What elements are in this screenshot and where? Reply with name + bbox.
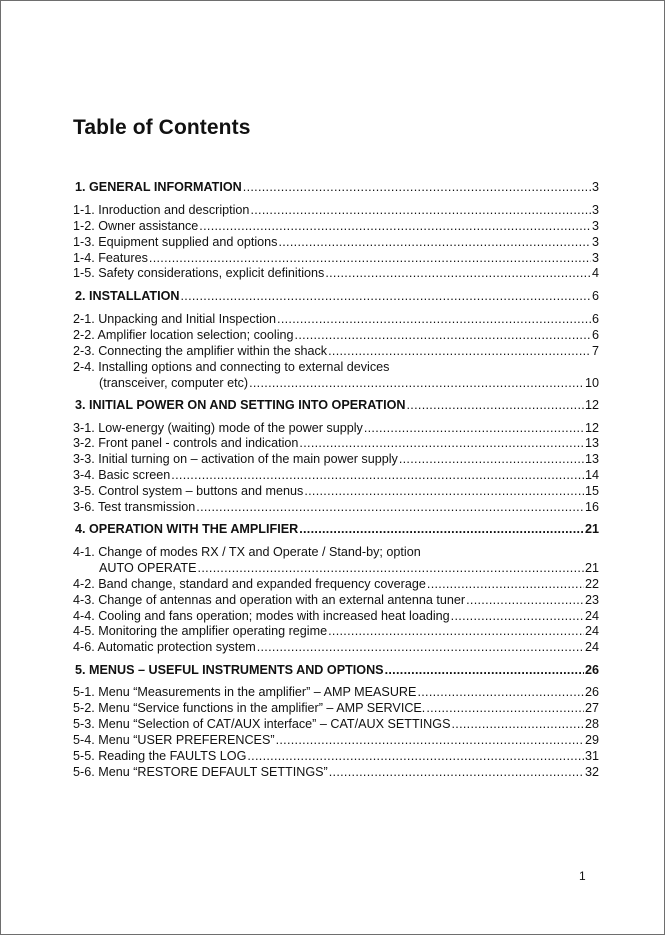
dot-leader [304, 483, 584, 499]
toc-entry [73, 343, 599, 359]
toc-entry-label: 2-3. Connecting the amplifier within the shack [73, 344, 328, 358]
toc-entry-page: 22 [584, 577, 599, 591]
dot-leader [295, 327, 591, 343]
dot-leader [451, 716, 584, 732]
toc-entry-label: 4-4. Cooling and fans operation; modes with increased heat loading [73, 609, 450, 623]
toc-entry-page: 6 [591, 289, 599, 303]
toc-entry-page: 4 [591, 266, 599, 280]
toc-entry-page: 24 [584, 640, 599, 654]
toc-entry [73, 467, 599, 483]
toc-entry [73, 435, 599, 451]
toc-entry [73, 608, 599, 624]
toc-entry-label: 4-1. Change of modes RX / TX and Operate / Stand-by; option [73, 545, 421, 559]
toc-entry-label: 1. GENERAL INFORMATION [75, 180, 242, 194]
dot-leader [299, 521, 584, 537]
dot-leader [198, 560, 584, 576]
toc-entry-label: 4-5. Monitoring the amplifier operating regime [73, 624, 328, 638]
toc-entry-label: 3. INITIAL POWER ON AND SETTING INTO OPERATION [75, 398, 406, 412]
page-number: 1 [579, 869, 586, 883]
dot-leader [299, 435, 584, 451]
toc-entry [73, 592, 599, 608]
toc-entry-label: 2-1. Unpacking and Initial Inspection [73, 312, 277, 326]
toc-entry-label: 5-3. Menu “Selection of CAT/AUX interface” – CAT/AUX SETTINGS [73, 717, 451, 731]
toc-entry [73, 265, 599, 281]
toc-entry-page: 7 [591, 344, 599, 358]
toc-entry-page: 21 [584, 522, 599, 536]
toc-entry-label: 3-4. Basic screen [73, 468, 171, 482]
dot-leader [277, 311, 591, 327]
toc-entry-label: 2-2. Amplifier location selection; cooling [73, 328, 294, 342]
toc-entry-page: 3 [591, 251, 599, 265]
toc-entry-label: 3-6. Test transmission [73, 500, 196, 514]
toc-entry-page: 6 [591, 312, 599, 326]
toc-section-heading [73, 521, 599, 537]
toc-entry-page: 31 [584, 749, 599, 763]
toc-entry [73, 311, 599, 327]
toc-entry [73, 623, 599, 639]
toc-entry [73, 234, 599, 250]
dot-leader [325, 265, 591, 281]
toc-entry-label: 3-1. Low-energy (waiting) mode of the power supply [73, 421, 363, 435]
toc-entry [73, 700, 599, 716]
toc-entry-page: 10 [584, 376, 599, 390]
dot-leader [199, 218, 591, 234]
toc-entry-label: 1-3. Equipment supplied and options [73, 235, 278, 249]
toc-entry-page: 14 [584, 468, 599, 482]
toc-entry-label: 1-4. Features [73, 251, 148, 265]
toc-entry [73, 420, 599, 436]
toc-entry-page: 3 [591, 235, 599, 249]
toc-entry-page: 27 [584, 701, 599, 715]
dot-leader [180, 288, 591, 304]
toc-entry-label: AUTO OPERATE [99, 561, 197, 575]
toc-entry [73, 748, 599, 764]
toc-entry-label: 5. MENUS – USEFUL INSTRUMENTS AND OPTIONS [75, 663, 384, 677]
dot-leader [328, 623, 584, 639]
toc-entry [73, 451, 599, 467]
toc-entry-label: 4-2. Band change, standard and expanded frequency coverage [73, 577, 426, 591]
dot-leader [276, 732, 584, 748]
dot-leader [328, 343, 591, 359]
dot-leader [171, 467, 584, 483]
dot-leader [364, 420, 584, 436]
toc-entry-page: 12 [584, 398, 599, 412]
toc-entry-label: 5-1. Menu “Measurements in the amplifier” – AMP MEASURE [73, 685, 417, 699]
toc-entry-label: 1-5. Safety considerations, explicit definitions [73, 266, 325, 280]
toc-entry-label: 1-2. Owner assistance [73, 219, 199, 233]
toc-entry-page: 13 [584, 436, 599, 450]
toc-entry-label: 2. INSTALLATION [75, 289, 180, 303]
toc-entry [73, 359, 599, 375]
dot-leader [451, 608, 584, 624]
toc-entry-label: 4-3. Change of antennas and operation with an external antenna tuner [73, 593, 466, 607]
toc-entry-page: 13 [584, 452, 599, 466]
toc-entry-label: 4. OPERATION WITH THE AMPLIFIER [75, 522, 299, 536]
toc-entry-page: 26 [584, 685, 599, 699]
dot-leader [407, 397, 584, 413]
toc-entry-label: 3-2. Front panel - controls and indication [73, 436, 299, 450]
toc-entry-page: 3 [591, 180, 599, 194]
toc-entry-label: 4-6. Automatic protection system [73, 640, 256, 654]
toc-entry-label: 3-3. Initial turning on – activation of the main power supply [73, 452, 398, 466]
toc-entry [73, 544, 599, 560]
toc-entry-label: 5-2. Menu “Service functions in the amplifier” – AMP SERVICE. [73, 701, 426, 715]
toc-entry-label: 2-4. Installing options and connecting to external devices [73, 360, 390, 374]
page-title: Table of Contents [73, 116, 251, 139]
toc-entry-label: 5-4. Menu “USER PREFERENCES” [73, 733, 275, 747]
toc-entry [73, 732, 599, 748]
dot-leader [399, 451, 584, 467]
toc-entry [73, 499, 599, 515]
dot-leader [247, 748, 584, 764]
toc-entry [73, 250, 599, 266]
dot-leader [149, 250, 591, 266]
toc-entry-label: 3-5. Control system – buttons and menus [73, 484, 304, 498]
dot-leader [243, 179, 591, 195]
toc-entry-page: 32 [584, 765, 599, 779]
toc-entry-page: 26 [584, 663, 599, 677]
toc-entry [73, 639, 599, 655]
toc-entry [73, 218, 599, 234]
toc-section-heading [73, 179, 599, 195]
dot-leader [426, 700, 584, 716]
toc-entry-page: 23 [584, 593, 599, 607]
toc-section-heading [73, 397, 599, 413]
toc-entry-page: 21 [584, 561, 599, 575]
dot-leader [385, 662, 584, 678]
dot-leader [427, 576, 584, 592]
toc-entry [73, 684, 599, 700]
toc-entry [73, 202, 599, 218]
toc-section-heading [73, 662, 599, 678]
toc-entry [73, 576, 599, 592]
toc-entry-page: 29 [584, 733, 599, 747]
toc-entry [73, 764, 599, 780]
toc-entry-label: 5-5. Reading the FAULTS LOG [73, 749, 247, 763]
toc-entry-page: 12 [584, 421, 599, 435]
dot-leader [466, 592, 584, 608]
dot-leader [250, 202, 591, 218]
toc-section-heading [73, 288, 599, 304]
dot-leader [417, 684, 584, 700]
dot-leader [249, 375, 584, 391]
toc-entry-label: 5-6. Menu “RESTORE DEFAULT SETTINGS” [73, 765, 328, 779]
toc-entry-page: 28 [584, 717, 599, 731]
toc-entry [73, 327, 599, 343]
toc-entry-continuation [99, 560, 599, 576]
toc-entry-page: 3 [591, 203, 599, 217]
toc-entry-continuation [99, 375, 599, 391]
toc-entry-label: (transceiver, computer etc) [99, 376, 249, 390]
dot-leader [329, 764, 584, 780]
dot-leader [196, 499, 584, 515]
toc-entry [73, 716, 599, 732]
dot-leader [278, 234, 591, 250]
toc-entry-page: 24 [584, 609, 599, 623]
toc-entry-page: 24 [584, 624, 599, 638]
toc-entry-label: 1-1. Inroduction and description [73, 203, 250, 217]
toc-entry-page: 3 [591, 219, 599, 233]
toc-entry [73, 483, 599, 499]
toc-entry-page: 16 [584, 500, 599, 514]
toc-entry-page: 6 [591, 328, 599, 342]
toc-entry-page: 15 [584, 484, 599, 498]
dot-leader [257, 639, 584, 655]
